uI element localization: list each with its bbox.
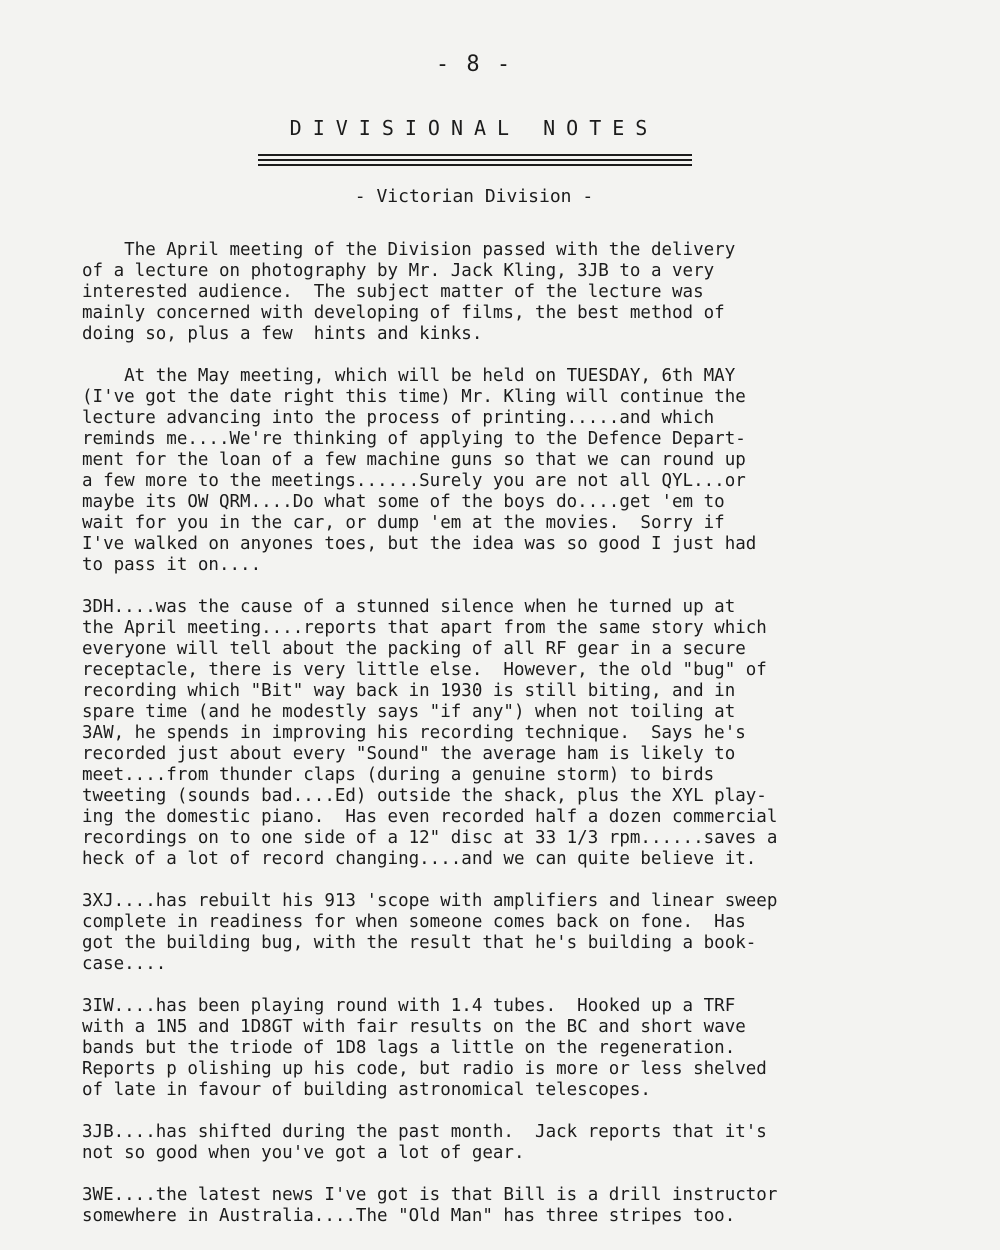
text-line: recording which "Bit" way back in 1930 is still biting, and in [82, 681, 736, 701]
text-line: (I've got the date right this time) Mr. Kling will continue the [82, 387, 746, 407]
text-line: bands but the triode of 1D8 lags a little on the regeneration. [82, 1038, 736, 1058]
text-line: recordings on to one side of a 12" disc at 33 1/3 rpm......saves a [82, 828, 778, 848]
text-line: not so good when you've got a lot of gear. [82, 1143, 525, 1163]
text-line: the April meeting....reports that apart from the same story which [82, 618, 767, 638]
title-double-rule [258, 154, 692, 169]
paragraph [82, 366, 922, 576]
text-line: 3JB....has shifted during the past month. Jack reports that it's [82, 1122, 767, 1142]
text-line: maybe its OW QRM....Do what some of the boys do....get 'em to [82, 492, 725, 512]
text-line: ment for the loan of a few machine guns so that we can round up [82, 450, 746, 470]
text-line: heck of a lot of record changing....and we can quite believe it. [82, 849, 757, 869]
text-line: everyone will tell about the packing of all RF gear in a secure [82, 639, 746, 659]
text-line: to pass it on.... [82, 555, 262, 575]
text-line: case.... [82, 954, 167, 974]
text-line: doing so, plus a few hints and kinks. [82, 324, 483, 344]
rule-line [258, 159, 692, 161]
text-line: of late in favour of building astronomical telescopes. [82, 1080, 651, 1100]
text-line: 3XJ....has rebuilt his 913 'scope with amplifiers and linear sweep [82, 891, 778, 911]
text-line: 3IW....has been playing round with 1.4 tubes. Hooked up a TRF [82, 996, 736, 1016]
text-line: ing the domestic piano. Has even recorded half a dozen commercial [82, 807, 778, 827]
text-line: At the May meeting, which will be held on TUESDAY, 6th MAY [82, 366, 736, 386]
text-line: with a 1N5 and 1D8GT with fair results on the BC and short wave [82, 1017, 746, 1037]
text-line: lecture advancing into the process of printing.....and which [82, 408, 715, 428]
text-line: Reports p olishing up his code, but radio is more or less shelved [82, 1059, 767, 1079]
division-subtitle: - Victorian Division - [354, 186, 594, 207]
rule-line [258, 154, 692, 156]
section-title: DIVISIONAL NOTES [289, 116, 659, 140]
text-line: wait for you in the car, or dump 'em at the movies. Sorry if [82, 513, 725, 533]
text-line: The April meeting of the Division passed with the delivery [82, 240, 736, 260]
paragraph [82, 240, 922, 345]
text-line: 3WE....the latest news I've got is that Bill is a drill instructor [82, 1185, 778, 1205]
paragraph [82, 597, 922, 870]
rule-line [258, 164, 692, 166]
text-line: interested audience. The subject matter of the lecture was [82, 282, 704, 302]
text-line: tweeting (sounds bad....Ed) outside the shack, plus the XYL play- [82, 786, 767, 806]
text-line: a few more to the meetings......Surely you are not all QYL...or [82, 471, 746, 491]
page-number: - 8 - [435, 52, 513, 77]
text-line: somewhere in Australia....The "Old Man" has three stripes too. [82, 1206, 736, 1226]
text-line: meet....from thunder claps (during a genuine storm) to birds [82, 765, 715, 785]
paragraph [82, 891, 922, 975]
text-line: got the building bug, with the result that he's building a book- [82, 933, 757, 953]
text-line: mainly concerned with developing of films, the best method of [82, 303, 725, 323]
text-line: receptacle, there is very little else. However, the old "bug" of [82, 660, 767, 680]
paragraph [82, 996, 922, 1101]
text-line: spare time (and he modestly says "if any") when not toiling at [82, 702, 736, 722]
text-line: 3AW, he spends in improving his recording technique. Says he's [82, 723, 746, 743]
text-line: recorded just about every "Sound" the average ham is likely to [82, 744, 736, 764]
notes-body [82, 240, 922, 1248]
paragraph [82, 1122, 922, 1164]
text-line: 3DH....was the cause of a stunned silence when he turned up at [82, 597, 736, 617]
text-line: complete in readiness for when someone comes back on fone. Has [82, 912, 746, 932]
text-line: reminds me....We're thinking of applying to the Defence Depart- [82, 429, 746, 449]
paragraph [82, 1185, 922, 1227]
text-line: I've walked on anyones toes, but the idea was so good I just had [82, 534, 757, 554]
text-line: of a lecture on photography by Mr. Jack Kling, 3JB to a very [82, 261, 715, 281]
